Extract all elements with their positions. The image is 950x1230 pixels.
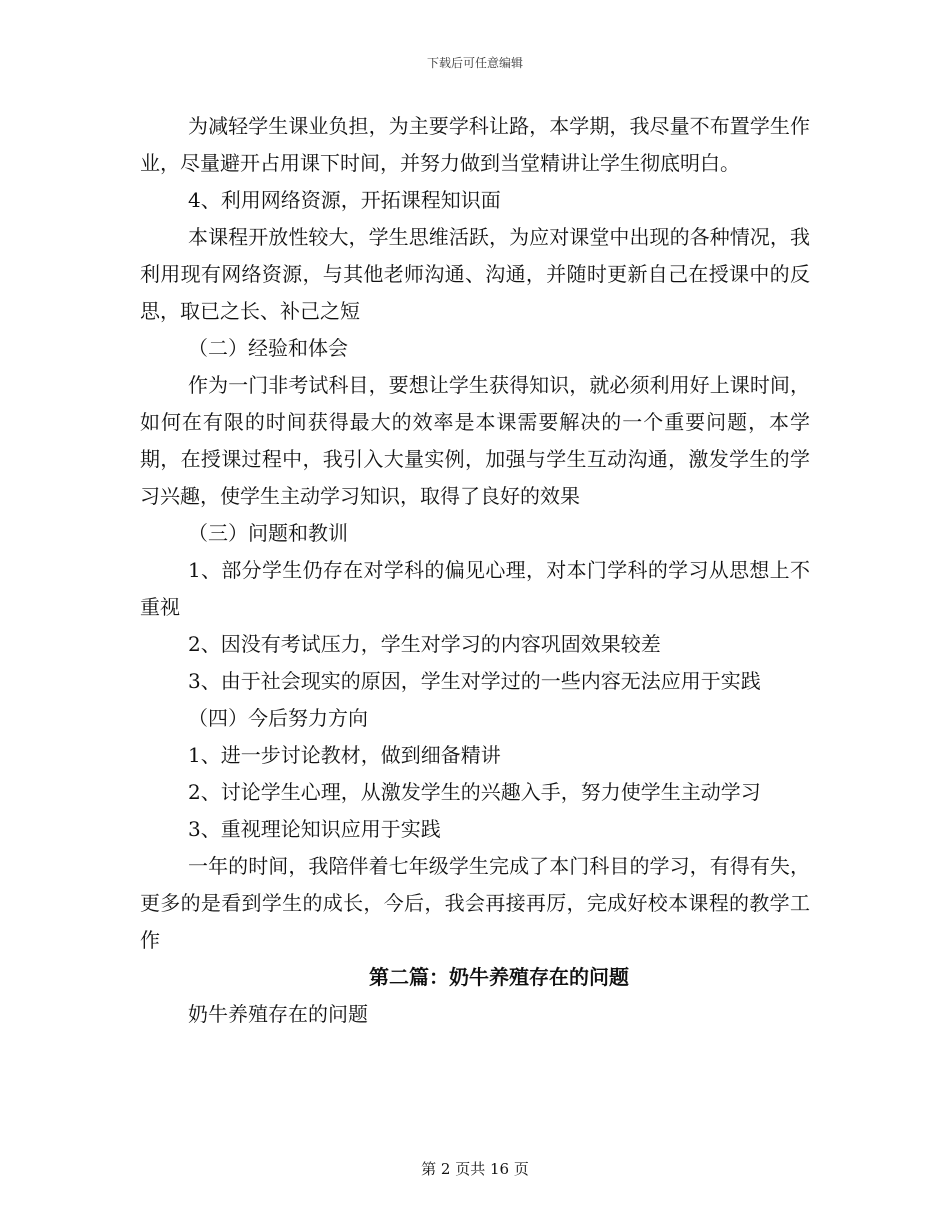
paragraph-experience: 作为一门非考试科目，要想让学生获得知识，就必须利用好上课时间，如何在有限的时间获得最大的效率是本课需要解决的一个重要问题，本学期，在授课过程中，我引入大量实例，加强与学生互动沟通，激发学生的学习兴趣，使学生主动学习知识，取得了良好的效果 [140, 373, 810, 508]
problem-item-3: 3、由于社会现实的原因，学生对学过的一些内容无法应用于实践 [188, 669, 761, 693]
problem-item-2: 2、因没有考试压力，学生对学习的内容巩固效果较差 [188, 632, 661, 656]
paragraph-network-resources: 本课程开放性较大，学生思维活跃，为应对课堂中出现的各种情况，我利用现有网络资源，与其他老师沟通、沟通，并随时更新自己在授课中的反思，取已之长、补己之短 [140, 225, 810, 323]
paragraph-conclusion: 一年的时间，我陪伴着七年级学生完成了本门科目的学习，有得有失，更多的是看到学生的成长，今后，我会再接再厉，完成好校本课程的教学工作 [140, 854, 810, 952]
page-footer: 第 2 页共 16 页 [421, 1160, 529, 1178]
problem-item-1: 1、部分学生仍存在对学科的偏见心理，对本门学科的学习从思想上不重视 [140, 558, 810, 619]
page-header: 下载后可任意编辑 [426, 56, 523, 70]
paragraph-homework: 为减轻学生课业负担，为主要学科让路，本学期，我尽量不布置学生作业，尽量避开占用课下时间，并努力做到当堂精讲让学生彻底明白。 [140, 114, 810, 175]
direction-item-1: 1、进一步讨论教材，做到细备精讲 [188, 743, 501, 767]
document-body [140, 108, 810, 1033]
direction-item-2: 2、讨论学生心理，从激发学生的兴趣入手，努力使学生主动学习 [188, 780, 761, 804]
subheading-problems: （三）问题和教训 [188, 521, 348, 545]
section-heading: 第二篇：奶牛养殖存在的问题 [369, 965, 629, 989]
direction-item-3: 3、重视理论知识应用于实践 [188, 817, 441, 841]
subheading-future-direction: （四）今后努力方向 [188, 706, 368, 730]
subheading-experience: （二）经验和体会 [188, 336, 348, 360]
item-network-resources: 4、利用网络资源，开拓课程知识面 [188, 188, 501, 212]
section-first-line: 奶牛养殖存在的问题 [188, 1002, 368, 1026]
